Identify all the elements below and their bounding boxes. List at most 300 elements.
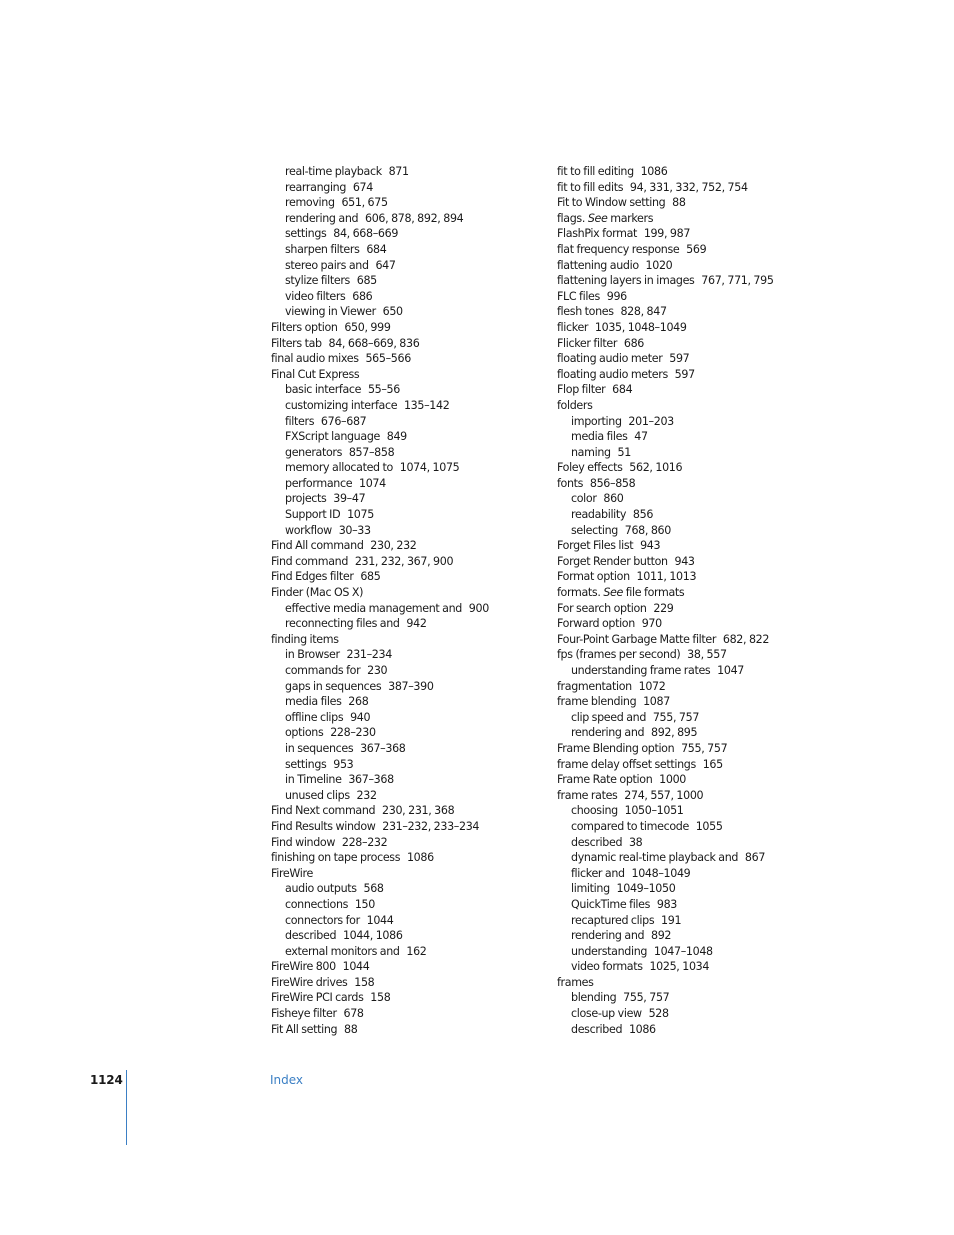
index-subentry — [271, 757, 533, 773]
index-term: settings — [285, 757, 327, 771]
page-references: 274, 557, 1000 — [624, 788, 704, 802]
index-entry — [271, 538, 533, 554]
page-references: 767, 771, 795 — [701, 274, 774, 288]
index-term: understanding — [571, 944, 648, 958]
index-entry — [557, 164, 797, 180]
index-term: flat frequency response — [557, 242, 680, 256]
index-subentry — [271, 710, 533, 726]
page-references: 942 — [406, 617, 427, 631]
index-subentry — [271, 601, 533, 617]
page-references: 651, 675 — [341, 196, 388, 210]
index-subentry — [271, 913, 533, 929]
index-subentry — [271, 897, 533, 913]
index-term: fragmentation — [557, 679, 632, 693]
index-term: Forward option — [557, 617, 635, 631]
index-entry — [557, 398, 797, 414]
page-references: 857–858 — [348, 445, 395, 459]
index-term: Final Cut Express — [271, 367, 360, 381]
index-subentry — [557, 710, 797, 726]
index-entry — [557, 647, 797, 663]
index-term: Filters tab — [271, 336, 322, 350]
index-subentry — [271, 616, 533, 632]
index-subentry — [557, 959, 797, 975]
index-entry — [557, 569, 797, 585]
footer-section-label: Index — [270, 1073, 304, 1087]
page-references: 1011, 1013 — [636, 570, 697, 584]
index-term: fit to fill edits — [557, 180, 624, 194]
index-entry — [557, 476, 797, 492]
index-term: settings — [285, 227, 327, 241]
index-entry — [557, 975, 797, 991]
index-term: clip speed and — [571, 710, 647, 724]
index-term: finishing on tape process — [271, 851, 401, 865]
index-entry — [271, 819, 533, 835]
index-term: workflow — [285, 523, 332, 537]
index-subentry — [271, 772, 533, 788]
index-entry — [557, 460, 797, 476]
page-references: 1020 — [645, 258, 673, 272]
index-term: audio outputs — [285, 882, 357, 896]
page-references: 231–234 — [346, 648, 392, 662]
index-term: described — [571, 835, 623, 849]
page-references: 367–368 — [348, 773, 394, 787]
index-entry — [557, 601, 797, 617]
index-term: in Timeline — [285, 773, 342, 787]
page-references: 367–368 — [360, 741, 406, 755]
index-entry — [271, 351, 533, 367]
index-term: Frame Rate option — [557, 773, 653, 787]
page-references: 1086 — [640, 165, 668, 178]
page-references: 1049–1050 — [616, 882, 676, 896]
index-term: Find All command — [271, 539, 364, 553]
page-references: 860 — [603, 492, 624, 506]
index-entry — [557, 242, 797, 258]
index-term: flicker and — [571, 866, 625, 880]
page-references: 84, 668–669, 836 — [328, 336, 420, 350]
index-subentry — [271, 180, 533, 196]
index-term: final audio mixes — [271, 352, 359, 366]
page-references: 900 — [468, 601, 489, 615]
index-entry — [271, 850, 533, 866]
index-entry — [557, 336, 797, 352]
page-references: 201–203 — [628, 414, 674, 428]
index-term: offline clips — [285, 710, 344, 724]
index-subentry — [271, 398, 533, 414]
index-term: readability — [571, 508, 627, 522]
index-subentry — [271, 881, 533, 897]
index-term: memory allocated to — [285, 461, 393, 475]
index-term: floating audio meter — [557, 352, 663, 366]
index-entry — [557, 304, 797, 320]
index-subentry — [557, 944, 797, 960]
page-references: 943 — [674, 554, 695, 568]
page-references: 1035, 1048–1049 — [594, 320, 687, 334]
page-references: 1044 — [342, 960, 370, 974]
index-entry — [271, 569, 533, 585]
index-entry — [557, 585, 797, 601]
page-references: 165 — [702, 757, 723, 771]
see-reference-label: See — [603, 586, 623, 600]
page-references: 849 — [386, 430, 407, 444]
page-references: 230, 232 — [370, 539, 417, 553]
page-references: 158 — [370, 991, 391, 1005]
index-term: rendering and — [571, 929, 645, 943]
index-subentry — [271, 258, 533, 274]
index-entry — [557, 788, 797, 804]
index-subentry — [557, 866, 797, 882]
index-term: Find Results window — [271, 819, 376, 833]
index-term: filters — [285, 414, 315, 428]
index-term: compared to timecode — [571, 819, 689, 833]
index-subentry — [271, 273, 533, 289]
index-entry — [557, 351, 797, 367]
index-term: Filters option — [271, 320, 338, 334]
index-term: finding items — [271, 632, 339, 646]
index-entry — [557, 538, 797, 554]
page-references: 199, 987 — [643, 227, 691, 241]
index-term: media files — [571, 430, 628, 444]
index-term: external monitors and — [285, 944, 400, 958]
page-references: 1047–1048 — [653, 944, 713, 958]
index-subentry — [271, 382, 533, 398]
index-term: folders — [557, 398, 593, 412]
index-subentry — [557, 491, 797, 507]
index-term: fonts — [557, 476, 584, 490]
index-subentry — [271, 679, 533, 695]
index-term: Flicker filter — [557, 336, 618, 350]
index-term: Find Next command — [271, 804, 376, 818]
index-term: projects — [285, 492, 327, 506]
index-term: fps (frames per second) — [557, 648, 681, 662]
index-term: stylize filters — [285, 274, 350, 288]
page-references: 684 — [366, 242, 387, 256]
page-references: 38, 557 — [687, 648, 727, 662]
index-entry — [557, 226, 797, 242]
index-entry — [557, 757, 797, 773]
index-term: flesh tones — [557, 305, 614, 319]
page-references: 953 — [333, 757, 354, 771]
page-references: 856 — [632, 508, 654, 522]
index-subentry — [271, 663, 533, 679]
index-subentry — [557, 928, 797, 944]
index-term: rendering and — [285, 211, 359, 225]
index-term: FlashPix format — [557, 227, 638, 241]
index-term: removing — [285, 196, 335, 210]
index-subentry — [557, 429, 797, 445]
index-subentry — [271, 429, 533, 445]
index-term: FLC files — [557, 289, 600, 303]
index-subentry — [271, 928, 533, 944]
index-subentry — [557, 897, 797, 913]
index-entry — [557, 382, 797, 398]
index-term: unused clips — [285, 788, 350, 802]
page-references: 940 — [350, 710, 371, 724]
index-term: flags. — [557, 211, 586, 225]
page-references: 1086 — [406, 851, 434, 865]
index-term: FireWire PCI cards — [271, 991, 364, 1005]
index-entry — [557, 273, 797, 289]
page-references: 51 — [617, 445, 631, 459]
page-references: 597 — [669, 352, 690, 366]
index-entry — [271, 367, 533, 383]
index-term: video filters — [285, 289, 346, 303]
page-references: 231–232, 233–234 — [382, 819, 480, 833]
page-references: 1074 — [358, 476, 386, 490]
page-references: 30–33 — [338, 523, 371, 537]
index-term: sharpen filters — [285, 242, 360, 256]
index-term: flattening audio — [557, 258, 639, 272]
index-subentry — [557, 414, 797, 430]
index-term: real-time playback — [285, 165, 382, 178]
index-term: selecting — [571, 523, 618, 537]
page-references: 55–56 — [367, 383, 400, 397]
page-number: 1124 — [90, 1073, 123, 1087]
index-entry — [557, 616, 797, 632]
page-references: 768, 860 — [624, 523, 671, 537]
index-entry — [557, 211, 797, 227]
index-subentry — [557, 507, 797, 523]
index-term: basic interface — [285, 383, 362, 397]
index-entry — [557, 679, 797, 695]
page-references: 562, 1016 — [629, 461, 683, 475]
index-term: Find window — [271, 835, 336, 849]
index-subentry — [557, 663, 797, 679]
page-references: 1048–1049 — [631, 866, 691, 880]
index-entry — [557, 258, 797, 274]
page-references: 135–142 — [403, 398, 450, 412]
index-subentry — [557, 725, 797, 741]
page-references: 38 — [628, 835, 643, 849]
page-references: 150 — [354, 897, 375, 911]
index-subentry — [557, 913, 797, 929]
index-term: commands for — [285, 664, 361, 677]
index-term: frames — [557, 975, 594, 989]
index-term: choosing — [571, 804, 618, 818]
page-references: 231, 232, 367, 900 — [354, 554, 454, 568]
page-references: 676–687 — [320, 414, 367, 428]
index-entry — [557, 741, 797, 757]
index-term: importing — [571, 414, 622, 428]
page-references: 232 — [356, 788, 377, 802]
index-term: frame delay offset settings — [557, 757, 696, 771]
see-reference-label: See — [587, 211, 608, 225]
index-term: Four-Point Garbage Matte filter — [557, 632, 717, 646]
index-term: Find Edges filter — [271, 570, 354, 584]
index-subentry — [557, 803, 797, 819]
index-term: media files — [285, 695, 342, 709]
page-references: 871 — [388, 165, 409, 178]
index-entry — [271, 866, 533, 882]
index-subentry — [271, 445, 533, 461]
index-entry — [271, 632, 533, 648]
page-references: 1086 — [628, 1022, 656, 1036]
page-references: 162 — [406, 944, 427, 958]
page-references: 682, 822 — [722, 632, 770, 646]
page-references: 568 — [363, 882, 384, 896]
index-subentry — [271, 460, 533, 476]
index-entry — [557, 367, 797, 383]
index-term: color — [571, 492, 597, 506]
index-term: formats. — [557, 586, 601, 600]
page-references: 230 — [367, 664, 388, 677]
index-term: customizing interface — [285, 398, 398, 412]
page-references: 158 — [354, 975, 375, 989]
index-entry — [271, 835, 533, 851]
index-term: Format option — [557, 570, 630, 584]
index-term: Finder (Mac OS X) — [271, 586, 364, 600]
page-references: 88 — [344, 1022, 358, 1036]
see-reference-target: markers — [610, 211, 654, 225]
page-references: 565–566 — [365, 352, 411, 366]
page-references: 229 — [653, 601, 674, 615]
page-references: 84, 668–669 — [333, 227, 399, 241]
page-references: 606, 878, 892, 894 — [365, 211, 464, 225]
index-term: flattening layers in images — [557, 274, 695, 288]
index-term: Forget Files list — [557, 539, 634, 553]
index-entry — [557, 195, 797, 211]
index-term: options — [285, 726, 324, 740]
index-term: Fisheye filter — [271, 1007, 337, 1021]
index-term: FireWire drives — [271, 975, 348, 989]
index-entry — [271, 975, 533, 991]
page-references: 686 — [623, 336, 644, 350]
index-subentry — [271, 944, 533, 960]
index-subentry — [557, 819, 797, 835]
page-references: 268 — [348, 695, 369, 709]
index-subentry — [557, 445, 797, 461]
page-references: 1055 — [695, 819, 723, 833]
page-references: 674 — [352, 180, 373, 194]
index-term: Find command — [271, 554, 349, 568]
index-subentry — [271, 195, 533, 211]
index-subentry — [271, 725, 533, 741]
index-entry — [557, 320, 797, 336]
page-references: 569 — [686, 242, 707, 256]
page-references: 684 — [612, 383, 633, 397]
page-references: 755, 757 — [652, 710, 700, 724]
index-term: video formats — [571, 960, 643, 974]
index-subentry — [271, 491, 533, 507]
index-term: dynamic real-time playback and — [571, 851, 739, 865]
page-references: 685 — [360, 570, 381, 584]
index-entry — [557, 289, 797, 305]
index-term: viewing in Viewer — [285, 305, 376, 319]
index-term: stereo pairs and — [285, 258, 369, 272]
index-entry — [557, 554, 797, 570]
index-subentry — [557, 1022, 797, 1038]
index-subentry — [271, 242, 533, 258]
page-references: 1025, 1034 — [649, 960, 710, 974]
page-references: 39–47 — [333, 492, 366, 506]
index-subentry — [271, 304, 533, 320]
index-subentry — [557, 881, 797, 897]
index-term: described — [571, 1022, 623, 1036]
index-subentry — [271, 523, 533, 539]
index-entry — [557, 694, 797, 710]
page-references: 1075 — [347, 508, 374, 522]
page-references: 678 — [343, 1007, 364, 1021]
index-subentry — [271, 788, 533, 804]
index-term: FXScript language — [285, 430, 380, 444]
index-term: fit to fill editing — [557, 165, 634, 178]
index-term: understanding frame rates — [571, 664, 711, 677]
index-term: flicker — [557, 320, 589, 334]
page-references: 686 — [352, 289, 373, 303]
index-entry — [271, 585, 533, 601]
index-term: generators — [285, 445, 343, 459]
page-references: 228–232 — [341, 835, 388, 849]
index-subentry — [557, 523, 797, 539]
index-term: Fit All setting — [271, 1022, 338, 1036]
page-references: 650 — [382, 305, 403, 319]
index-term: connectors for — [285, 913, 360, 927]
page-references: 892, 895 — [651, 726, 698, 740]
page-references: 1050–1051 — [624, 804, 684, 818]
page-references: 647 — [375, 258, 396, 272]
page-references: 755, 757 — [623, 991, 670, 1005]
index-term: recaptured clips — [571, 913, 655, 927]
page-references: 650, 999 — [344, 320, 391, 334]
index-entry — [271, 1006, 533, 1022]
page-references: 94, 331, 332, 752, 754 — [629, 180, 748, 194]
index-term: blending — [571, 991, 617, 1005]
index-term: Flop filter — [557, 383, 606, 397]
index-term: Support ID — [285, 508, 341, 522]
index-term: Fit to Window setting — [557, 196, 666, 210]
index-term: For search option — [557, 601, 647, 615]
page-references: 892 — [651, 929, 672, 943]
index-entry — [557, 772, 797, 788]
index-term: Foley effects — [557, 461, 623, 475]
index-term: frame rates — [557, 788, 618, 802]
page-references: 1000 — [659, 773, 687, 787]
page-references: 47 — [634, 430, 648, 444]
page-references: 597 — [674, 367, 695, 381]
index-entry — [271, 1022, 533, 1038]
index-term: FireWire 800 — [271, 960, 336, 974]
index-entry — [271, 990, 533, 1006]
index-term: rendering and — [571, 726, 645, 740]
index-term: performance — [285, 476, 353, 490]
index-entry — [557, 180, 797, 196]
page-references: 856–858 — [589, 476, 636, 490]
page-references: 755, 757 — [681, 741, 728, 755]
page-references: 685 — [356, 274, 377, 288]
page-references: 943 — [640, 539, 661, 553]
index-column-right — [557, 164, 797, 1037]
index-term: connections — [285, 897, 349, 911]
page-references: 996 — [606, 289, 627, 303]
footer-divider — [126, 1070, 127, 1145]
index-subentry — [271, 289, 533, 305]
index-subentry — [271, 226, 533, 242]
page-references: 228–230 — [330, 726, 376, 740]
index-subentry — [271, 694, 533, 710]
page-references: 970 — [641, 617, 662, 631]
index-subentry — [557, 835, 797, 851]
page-references: 230, 231, 368 — [382, 804, 455, 818]
index-term: QuickTime files — [571, 897, 651, 911]
index-subentry — [271, 211, 533, 227]
page-references: 983 — [656, 897, 677, 911]
index-term: naming — [571, 445, 611, 459]
see-reference-target: file formats — [625, 586, 685, 600]
page-references: 1072 — [638, 679, 666, 693]
page-references: 88 — [672, 196, 686, 210]
index-entry — [271, 803, 533, 819]
page-references: 1074, 1075 — [399, 461, 460, 475]
index-entry — [271, 336, 533, 352]
